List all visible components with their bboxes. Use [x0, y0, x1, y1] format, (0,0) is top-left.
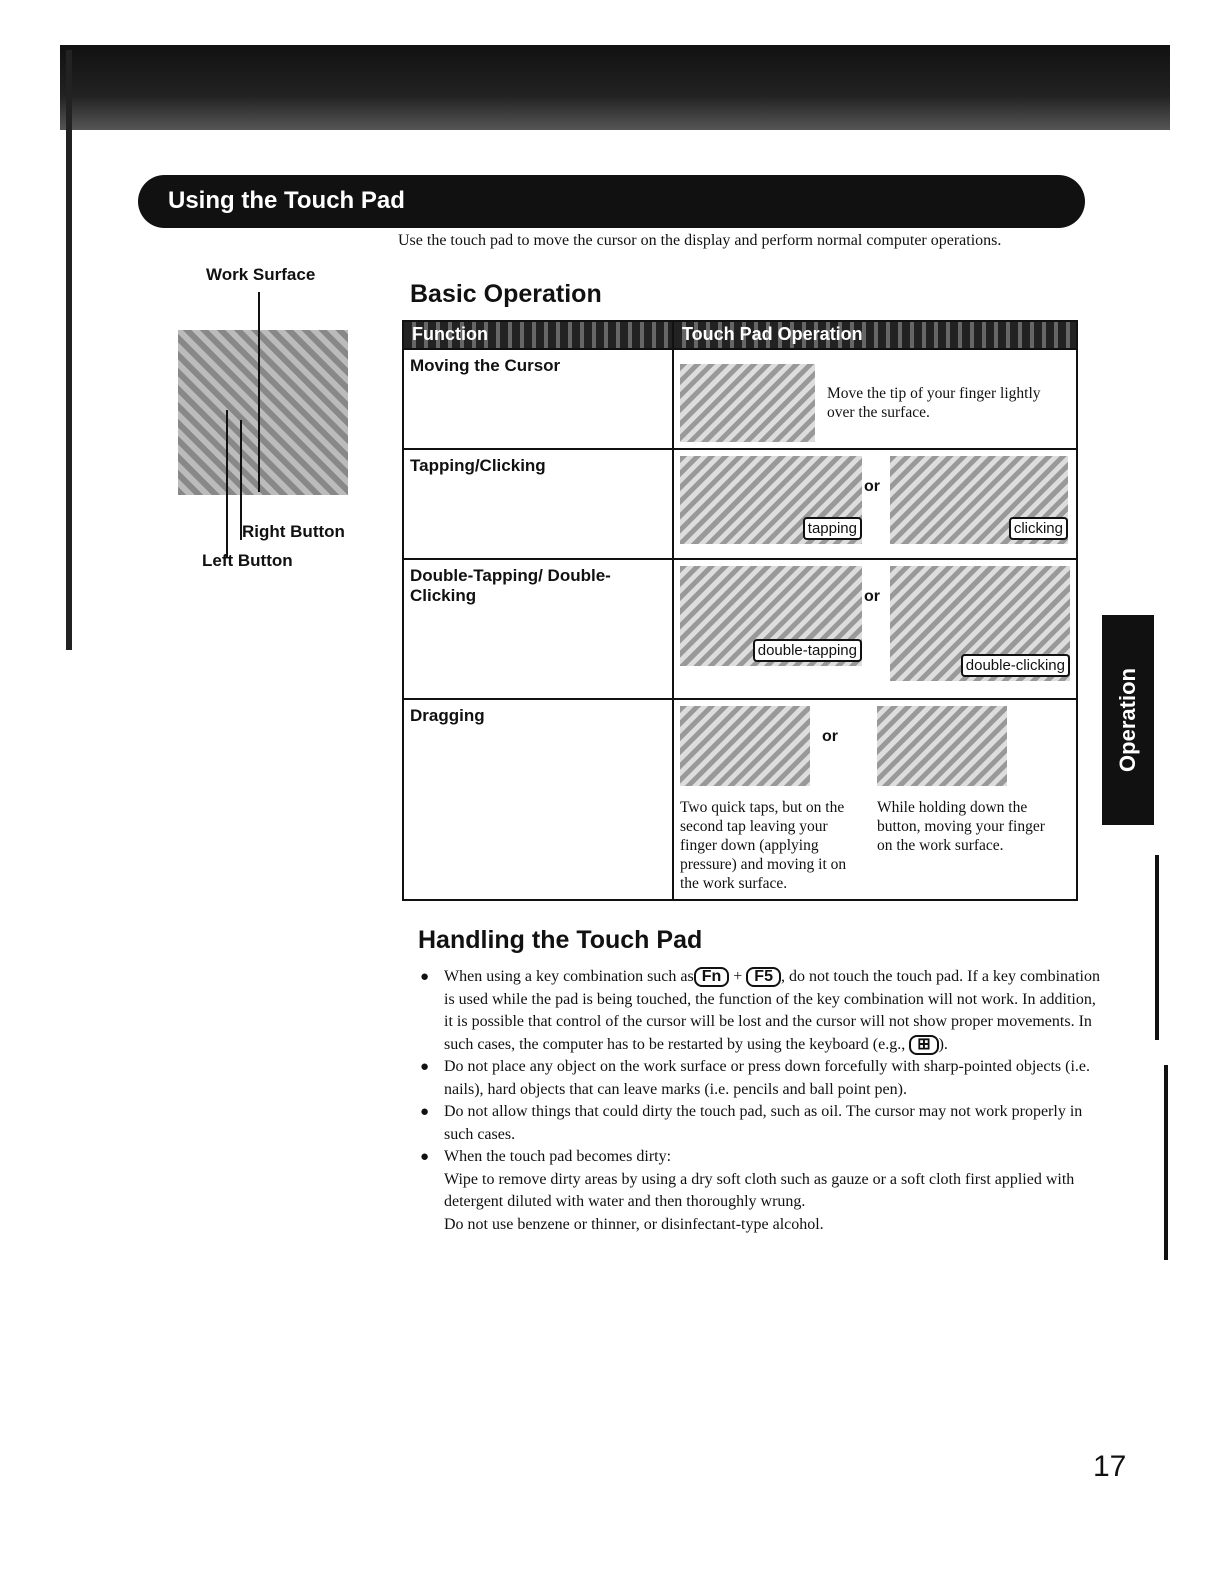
table-row [403, 349, 1077, 449]
dragging-description-b: While holding down the button, moving your finger on the work surface. [877, 799, 1045, 854]
dragging-description-a: Two quick taps, but on the second tap leaving your finger down (applying pressure) and moving it on the work surface. [680, 799, 847, 892]
text: When using a key combination such as [444, 968, 694, 985]
caption: tapping [803, 517, 862, 540]
text: When the touch pad becomes dirty: [444, 1148, 672, 1165]
text: Wipe to remove dirty areas by using a dry soft cloth such as gauze or a soft cloth first applied with detergent diluted with water and then thoroughly wrung. [444, 1170, 1075, 1210]
margin-bar [1164, 1065, 1168, 1260]
fn-key-icon: Fn [694, 967, 730, 987]
leader-line [226, 410, 228, 558]
text: , do not touch the touch pad. If a key combination is used while the pad is being touched, the function of the key combination will not work. In addition, it is possible that control of the cursor will be lost and the cursor will not show proper movements. In such cases, the computer has to be restarted by using the keyboard (e.g., [444, 968, 1100, 1053]
handling-heading: Handling the Touch Pad [418, 926, 703, 954]
col-function: Function [403, 321, 673, 349]
dragging-illustration [680, 706, 810, 786]
function-cell: Moving the Cursor [403, 349, 673, 449]
page-number: 17 [1093, 1450, 1127, 1483]
list-item: ● Do not allow things that could dirty the touch pad, such as oil. The cursor may not work properly in such cases. [420, 1101, 1100, 1146]
or-label: or [864, 588, 880, 605]
function-cell: Dragging [403, 699, 673, 900]
side-tab-label: Operation [1115, 668, 1140, 772]
caption: double-tapping [753, 639, 862, 662]
list-item: ● Do not place any object on the work surface or press down forcefully with sharp-pointed objects (i.e. nails), hard objects that can leave marks (i.e. pencils and ball point pen). [420, 1056, 1100, 1101]
text: Do not use benzene or thinner, or disinfectant-type alcohol. [444, 1215, 824, 1233]
intro-text: Use the touch pad to move the cursor on the display and perform normal computer operations. [398, 232, 1002, 249]
label-right-button: Right Button [242, 522, 345, 541]
touch-pad-illustration [178, 330, 348, 495]
label-left-button: Left Button [202, 551, 293, 570]
caption: double-clicking [961, 654, 1070, 677]
table-row [403, 559, 1077, 699]
table-row [403, 449, 1077, 559]
handling-list [420, 966, 1100, 1236]
label-work-surface: Work Surface [206, 265, 316, 284]
leader-line [258, 292, 260, 492]
operation-table [402, 320, 1078, 901]
windows-key-icon: ⊞ [909, 1035, 938, 1055]
moving-illustration [680, 364, 815, 442]
text: ). [938, 1035, 948, 1053]
binding-rule [66, 50, 72, 650]
header-band [60, 45, 1170, 130]
clicking-illustration [890, 456, 1068, 544]
list-item [420, 966, 1100, 1056]
or-label: or [864, 478, 880, 495]
basic-operation-heading: Basic Operation [410, 280, 602, 308]
col-operation: Touch Pad Operation [673, 321, 1077, 349]
section-title-bar [138, 175, 1085, 228]
caption: clicking [1009, 517, 1068, 540]
dragging-button-illustration [877, 706, 1007, 786]
double-tapping-illustration [680, 566, 862, 666]
function-cell: Double-Tapping/ Double-Clicking [403, 559, 673, 699]
moving-description: Move the tip of your finger lightly over the surface. [827, 385, 1041, 421]
function-cell: Tapping/Clicking [403, 449, 673, 559]
section-title: Using the Touch Pad [168, 187, 405, 214]
side-tab-operation [1102, 615, 1154, 825]
tapping-illustration [680, 456, 862, 544]
list-item [420, 1146, 1100, 1236]
table-row [403, 699, 1077, 900]
margin-bar [1155, 855, 1159, 1040]
text: + [733, 968, 743, 985]
double-clicking-illustration [890, 566, 1070, 681]
or-label: or [822, 728, 838, 745]
f5-key-icon: F5 [746, 967, 781, 987]
